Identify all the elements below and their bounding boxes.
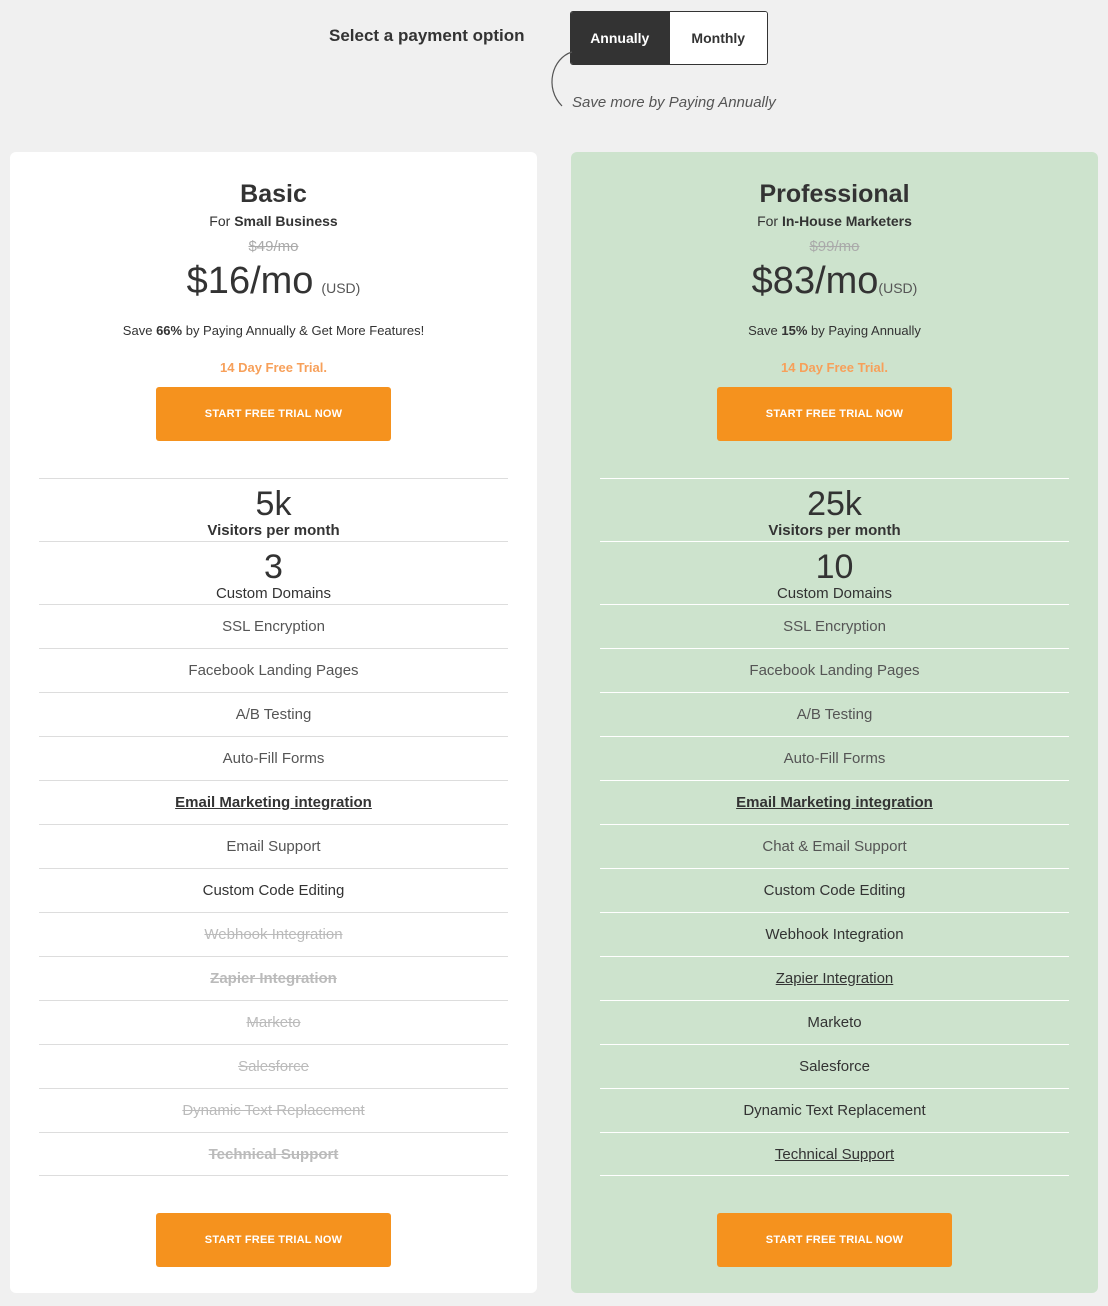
price-row	[10, 260, 537, 303]
visitors-number: 25k	[807, 485, 862, 523]
price: $83/mo	[751, 260, 879, 302]
start-free-trial-button[interactable]: START FREE TRIAL NOW	[156, 1213, 391, 1267]
payment-option-header	[0, 0, 1108, 140]
feature-support: Chat & Email Support	[600, 824, 1069, 868]
monthly-toggle-button[interactable]: Monthly	[669, 12, 768, 64]
feature-visitors	[600, 478, 1069, 541]
plan-audience-prefix: For	[209, 213, 231, 229]
feature-ssl: SSL Encryption	[39, 604, 508, 648]
feature-ab-testing: A/B Testing	[600, 692, 1069, 736]
plan-audience	[10, 213, 537, 229]
feature-zapier: Zapier Integration	[39, 956, 508, 1000]
savings-suffix: by Paying Annually	[811, 323, 921, 338]
feature-salesforce: Salesforce	[39, 1044, 508, 1088]
plan-audience-prefix: For	[757, 213, 779, 229]
feature-dynamic-text: Dynamic Text Replacement	[600, 1088, 1069, 1132]
feature-custom-code: Custom Code Editing	[39, 868, 508, 912]
visitors-label: Visitors per month	[207, 522, 340, 539]
old-price: $99/mo	[809, 238, 860, 255]
plan-audience	[571, 213, 1098, 229]
feature-ssl: SSL Encryption	[600, 604, 1069, 648]
feature-domains	[39, 541, 508, 604]
currency: (USD)	[878, 280, 918, 296]
feature-support: Email Support	[39, 824, 508, 868]
start-free-trial-button[interactable]: START FREE TRIAL NOW	[717, 387, 952, 441]
feature-technical-support: Technical Support	[39, 1132, 508, 1176]
plan-audience-target: Small Business	[234, 213, 338, 229]
feature-ab-testing: A/B Testing	[39, 692, 508, 736]
currency: (USD)	[321, 280, 361, 296]
feature-webhook: Webhook Integration	[600, 912, 1069, 956]
feature-custom-code: Custom Code Editing	[600, 868, 1069, 912]
feature-marketo: Marketo	[39, 1000, 508, 1044]
feature-dynamic-text: Dynamic Text Replacement	[39, 1088, 508, 1132]
feature-domains	[600, 541, 1069, 604]
savings-text	[571, 323, 1098, 338]
feature-salesforce: Salesforce	[600, 1044, 1069, 1088]
feature-marketo: Marketo	[600, 1000, 1069, 1044]
plan-name: Basic	[240, 180, 307, 208]
savings-prefix: Save	[748, 323, 778, 338]
payment-option-label: Select a payment option	[329, 26, 525, 45]
feature-email-marketing-link[interactable]: Email Marketing integration	[600, 780, 1069, 824]
feature-auto-fill: Auto-Fill Forms	[600, 736, 1069, 780]
savings-suffix: by Paying Annually & Get More Features!	[185, 323, 425, 338]
plan-card-professional	[571, 152, 1098, 1293]
feature-technical-support-link[interactable]: Technical Support	[600, 1132, 1069, 1176]
free-trial-text: 14 Day Free Trial.	[781, 360, 888, 375]
savings-text	[10, 323, 537, 338]
annually-toggle-button[interactable]: Annually	[571, 12, 669, 64]
feature-list	[600, 478, 1069, 1176]
plan-card-basic	[10, 152, 537, 1293]
price-row	[571, 260, 1098, 303]
feature-auto-fill: Auto-Fill Forms	[39, 736, 508, 780]
domains-label: Custom Domains	[215, 585, 332, 602]
domains-number: 10	[815, 548, 854, 586]
feature-list	[39, 478, 508, 1176]
plan-audience-target: In-House Marketers	[781, 213, 912, 229]
domains-label: Custom Domains	[776, 585, 893, 602]
savings-prefix: Save	[122, 323, 153, 338]
feature-zapier-link[interactable]: Zapier Integration	[600, 956, 1069, 1000]
domains-number: 3	[264, 548, 283, 586]
annual-savings-hint: Save more by Paying Annually	[572, 94, 776, 111]
feature-facebook-pages: Facebook Landing Pages	[39, 648, 508, 692]
feature-email-marketing-link[interactable]: Email Marketing integration	[39, 780, 508, 824]
free-trial-text: 14 Day Free Trial.	[220, 360, 327, 375]
start-free-trial-button[interactable]: START FREE TRIAL NOW	[717, 1213, 952, 1267]
feature-webhook: Webhook Integration	[39, 912, 508, 956]
old-price: $49/mo	[248, 238, 299, 255]
start-free-trial-button[interactable]: START FREE TRIAL NOW	[156, 387, 391, 441]
savings-percent: 66%	[156, 323, 183, 338]
feature-facebook-pages: Facebook Landing Pages	[600, 648, 1069, 692]
plan-name: Professional	[759, 180, 910, 208]
savings-percent: 15%	[781, 323, 808, 338]
price: $16/mo	[186, 260, 314, 302]
feature-visitors	[39, 478, 508, 541]
visitors-number: 5k	[255, 485, 292, 523]
billing-toggle	[570, 11, 768, 65]
visitors-label: Visitors per month	[768, 522, 901, 539]
